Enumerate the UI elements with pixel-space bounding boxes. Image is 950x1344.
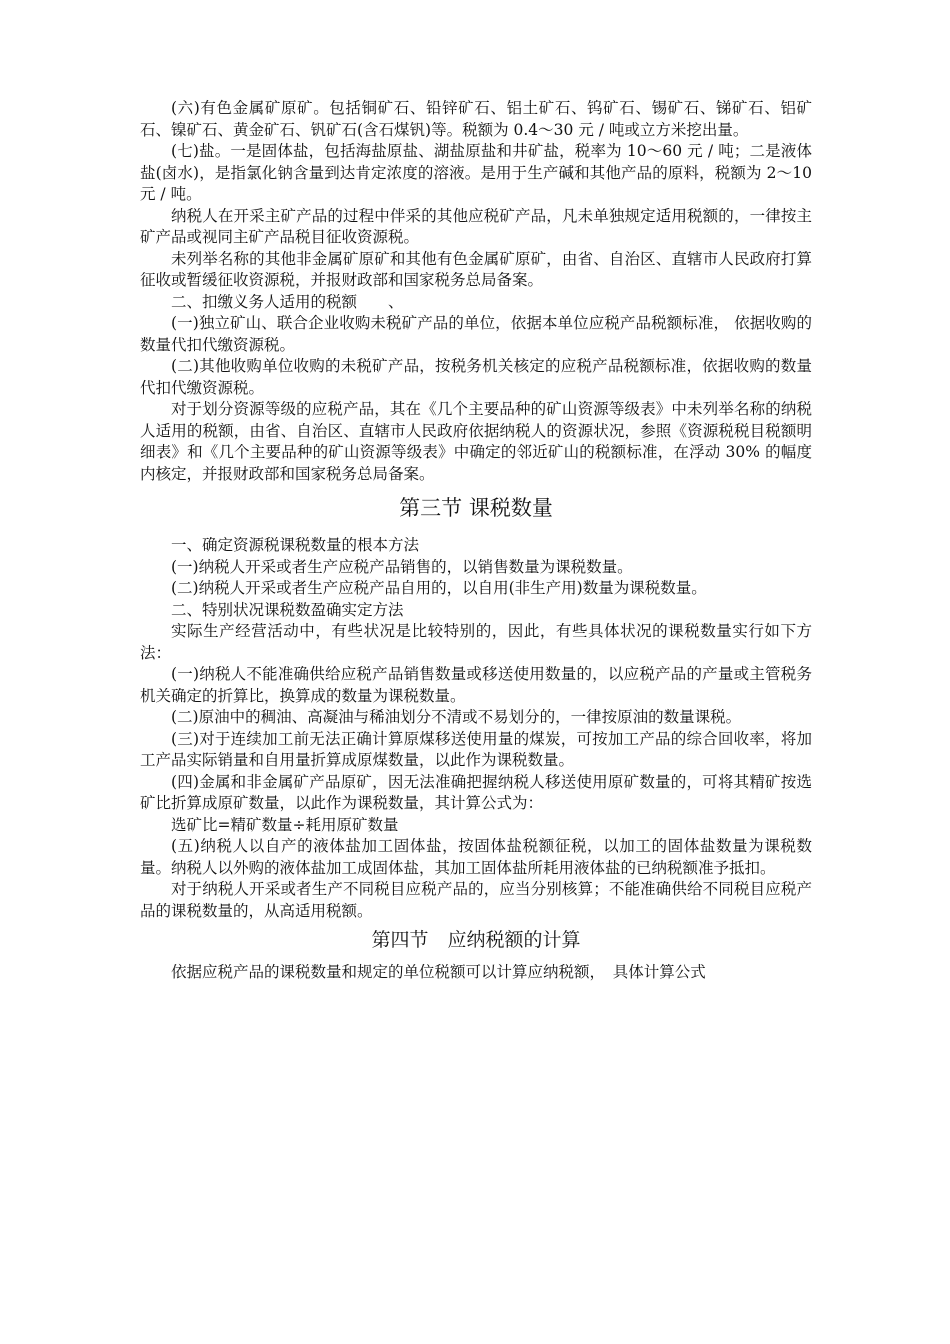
document-page bbox=[140, 98, 812, 984]
paragraph: (一)纳税人不能准确供给应税产品销售数量或移送使用数量的，以应税产品的产量或主管税务机关确定的折算比，换算成的数量为课税数量。 bbox=[140, 665, 812, 705]
paragraph: 纳税人在开采主矿产品的过程中伴采的其他应税矿产品，凡未单独规定适用税额的，一律按主矿产品或视同主矿产品税目征收资源税。 bbox=[140, 206, 812, 246]
paragraph: (六)有色金属矿原矿。包括铜矿石、铅锌矿石、铝土矿石、钨矿石、锡矿石、锑矿石、铝矿石、镍矿石、黄金矿石、钒矿石(含石煤钒)等。税额为 0.4～30 元 / 吨或立方米挖出量。 bbox=[140, 99, 812, 139]
section-4-body bbox=[140, 962, 812, 984]
paragraph: 二、扣缴义务人适用的税额 、 bbox=[171, 292, 404, 311]
paragraph: (三)对于连续加工前无法正确计算原煤移送使用量的煤炭，可按加工产品的综合回收率，将加工产品实际销量和自用量折算成原煤数量，以此作为课税数量。 bbox=[140, 729, 812, 769]
paragraph: 对于纳税人开采或者生产不同税目应税产品的，应当分别核算；不能准确供给不同税目应税产品的课税数量的，从高适用税额。 bbox=[140, 880, 812, 920]
paragraph: 未列举名称的其他非金属矿原矿和其他有色金属矿原矿，由省、自治区、直辖市人民政府打算征收或暂缓征收资源税，并报财政部和国家税务总局备案。 bbox=[140, 249, 812, 289]
paragraph: (二)原油中的稠油、高凝油与稀油划分不清或不易划分的，一律按原油的数量课税。 bbox=[171, 708, 742, 726]
paragraph: (一)独立矿山、联合企业收购未税矿产品的单位，依据本单位应税产品税额标准， 依据收购的数量代扣代缴资源税。 bbox=[140, 314, 812, 354]
section-3-body bbox=[140, 535, 812, 922]
formula: 选矿比=精矿数量÷耗用原矿数量 bbox=[171, 815, 399, 834]
paragraph: 二、特别状况课税数盈确实定方法 bbox=[171, 600, 404, 619]
paragraph: 依据应税产品的课税数量和规定的单位税额可以计算应纳税额， 具体计算公式 bbox=[171, 963, 706, 981]
paragraph: (七)盐。一是固体盐，包括海盐原盐、湖盐原盐和井矿盐，税率为 10～60 元 / 吨；二是液体盐(卤水)，是指氯化钠含量到达肯定浓度的溶液。是用于生产碱和其他产品的原料，税额为 2～10 元 / 吨。 bbox=[140, 142, 812, 203]
paragraph: (五)纳税人以自产的液体盐加工固体盐，按固体盐税额征税，以加工的固体盐数量为课税数量。纳税人以外购的液体盐加工成固体盐，其加工固体盐所耗用液体盐的已纳税额准予抵扣。 bbox=[140, 837, 812, 877]
paragraph: 实际生产经营活动中，有些状况是比较特别的，因此，有些具体状况的课税数量实行如下方法： bbox=[140, 622, 812, 662]
section-2-continued bbox=[140, 98, 812, 485]
paragraph: (四)金属和非金属矿产品原矿，因无法准确把握纳税人移送使用原矿数量的，可将其精矿按选矿比折算成原矿数量，以此作为课税数量，其计算公式为： bbox=[140, 772, 812, 812]
paragraph: 一、确定资源税课税数量的根本方法 bbox=[171, 536, 420, 554]
paragraph: (二)纳税人开采或者生产应税产品自用的，以自用(非生产用)数量为课税数量。 bbox=[171, 579, 707, 597]
paragraph: (二)其他收购单位收购的未税矿产品，按税务机关核定的应税产品税额标准，依据收购的数量代扣代缴资源税。 bbox=[140, 357, 812, 397]
section-4-title: 第四节 应纳税额的计算 bbox=[371, 929, 581, 951]
section-3-title: 第三节 课税数量 bbox=[399, 496, 553, 520]
paragraph: 对于划分资源等级的应税产品，其在《几个主要品种的矿山资源等级表》中未列举名称的纳税人适用的税额，由省、自治区、直辖市人民政府依据纳税人的资源状况，参照《资源税税目税额明细表》和《几个主要品种的矿山资源等级表》中确定的邻近矿山的税额标准，在浮动 30% 的幅度内核定，并报财政部和国家税务总局备案。 bbox=[140, 400, 812, 483]
paragraph: (一)纳税人开采或者生产应税产品销售的，以销售数量为课税数量。 bbox=[171, 557, 633, 576]
